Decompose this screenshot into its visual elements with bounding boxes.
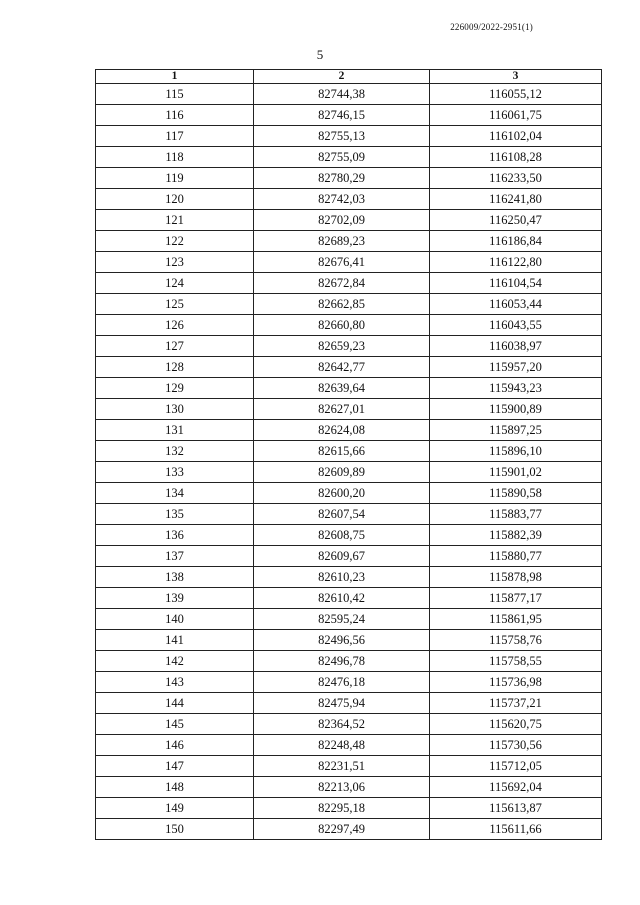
coordinate-x-cell: 82364,52: [254, 714, 430, 735]
table-row: [96, 630, 602, 651]
table-row: [96, 462, 602, 483]
coordinate-x-cell: 82595,24: [254, 609, 430, 630]
coordinate-x-cell: 82676,41: [254, 252, 430, 273]
coordinate-x-cell: 82610,42: [254, 588, 430, 609]
coordinate-x-cell: 82702,09: [254, 210, 430, 231]
point-number-cell: 115: [96, 84, 254, 105]
coordinate-y-cell: 115878,98: [430, 567, 602, 588]
coordinate-y-cell: 115883,77: [430, 504, 602, 525]
coordinate-y-cell: 116241,80: [430, 189, 602, 210]
table-row: [96, 798, 602, 819]
table-row: [96, 273, 602, 294]
coordinate-y-cell: 116104,54: [430, 273, 602, 294]
coordinate-x-cell: 82600,20: [254, 483, 430, 504]
coordinate-y-cell: 115880,77: [430, 546, 602, 567]
coordinate-x-cell: 82659,23: [254, 336, 430, 357]
point-number-cell: 124: [96, 273, 254, 294]
coordinate-x-cell: 82742,03: [254, 189, 430, 210]
point-number-cell: 144: [96, 693, 254, 714]
point-number-cell: 119: [96, 168, 254, 189]
coordinate-x-cell: 82609,89: [254, 462, 430, 483]
coordinate-x-cell: 82297,49: [254, 819, 430, 840]
point-number-cell: 140: [96, 609, 254, 630]
point-number-cell: 148: [96, 777, 254, 798]
point-number-cell: 120: [96, 189, 254, 210]
table-row: [96, 105, 602, 126]
point-number-cell: 134: [96, 483, 254, 504]
table-row: [96, 735, 602, 756]
point-number-cell: 149: [96, 798, 254, 819]
table-body: [96, 84, 602, 840]
point-number-cell: 137: [96, 546, 254, 567]
coordinate-y-cell: 115861,95: [430, 609, 602, 630]
table-row: [96, 315, 602, 336]
coordinate-x-cell: 82639,64: [254, 378, 430, 399]
coordinate-y-cell: 115877,17: [430, 588, 602, 609]
coordinate-y-cell: 115758,76: [430, 630, 602, 651]
coordinates-table: [95, 69, 602, 840]
coordinate-x-cell: 82608,75: [254, 525, 430, 546]
coordinate-x-cell: 82475,94: [254, 693, 430, 714]
coordinate-x-cell: 82607,54: [254, 504, 430, 525]
coordinate-x-cell: 82624,08: [254, 420, 430, 441]
header-row: [96, 70, 602, 84]
point-number-cell: 133: [96, 462, 254, 483]
coordinate-y-cell: 115900,89: [430, 399, 602, 420]
table-row: [96, 441, 602, 462]
point-number-cell: 129: [96, 378, 254, 399]
point-number-cell: 141: [96, 630, 254, 651]
table-row: [96, 189, 602, 210]
coordinate-x-cell: 82744,38: [254, 84, 430, 105]
coordinate-y-cell: 115712,05: [430, 756, 602, 777]
coordinate-y-cell: 115736,98: [430, 672, 602, 693]
coordinate-x-cell: 82615,66: [254, 441, 430, 462]
point-number-cell: 128: [96, 357, 254, 378]
coordinate-y-cell: 115957,20: [430, 357, 602, 378]
point-number-cell: 147: [96, 756, 254, 777]
table-row: [96, 525, 602, 546]
coordinate-y-cell: 115896,10: [430, 441, 602, 462]
coordinate-y-cell: 116038,97: [430, 336, 602, 357]
table-row: [96, 714, 602, 735]
page-number: 5: [316, 47, 324, 62]
coordinate-x-cell: 82642,77: [254, 357, 430, 378]
header-point-number: 1: [96, 70, 254, 84]
coordinate-y-cell: 115613,87: [430, 798, 602, 819]
table-row: [96, 546, 602, 567]
coordinate-y-cell: 116122,80: [430, 252, 602, 273]
table-row: [96, 378, 602, 399]
coordinate-x-cell: 82755,13: [254, 126, 430, 147]
point-number-cell: 116: [96, 105, 254, 126]
coordinate-y-cell: 116108,28: [430, 147, 602, 168]
coordinate-x-cell: 82248,48: [254, 735, 430, 756]
table-row: [96, 252, 602, 273]
coordinate-x-cell: 82496,78: [254, 651, 430, 672]
point-number-cell: 122: [96, 231, 254, 252]
coordinate-y-cell: 115943,23: [430, 378, 602, 399]
table-row: [96, 672, 602, 693]
table-row: [96, 777, 602, 798]
coordinate-y-cell: 116053,44: [430, 294, 602, 315]
coordinate-y-cell: 116233,50: [430, 168, 602, 189]
point-number-cell: 121: [96, 210, 254, 231]
table-row: [96, 819, 602, 840]
coordinate-x-cell: 82662,85: [254, 294, 430, 315]
table-row: [96, 420, 602, 441]
point-number-cell: 142: [96, 651, 254, 672]
point-number-cell: 126: [96, 315, 254, 336]
point-number-cell: 125: [96, 294, 254, 315]
coordinate-x-cell: 82689,23: [254, 231, 430, 252]
header-coordinate-y: 3: [430, 70, 602, 84]
point-number-cell: 117: [96, 126, 254, 147]
coordinate-y-cell: 115730,56: [430, 735, 602, 756]
table-row: [96, 84, 602, 105]
table-row: [96, 336, 602, 357]
coordinate-y-cell: 115897,25: [430, 420, 602, 441]
point-number-cell: 138: [96, 567, 254, 588]
point-number-cell: 118: [96, 147, 254, 168]
point-number-cell: 123: [96, 252, 254, 273]
table-row: [96, 357, 602, 378]
coordinate-x-cell: 82780,29: [254, 168, 430, 189]
coordinate-y-cell: 115758,55: [430, 651, 602, 672]
point-number-cell: 145: [96, 714, 254, 735]
coordinate-y-cell: 116250,47: [430, 210, 602, 231]
coordinate-x-cell: 82213,06: [254, 777, 430, 798]
point-number-cell: 130: [96, 399, 254, 420]
coordinate-x-cell: 82672,84: [254, 273, 430, 294]
coordinate-x-cell: 82627,01: [254, 399, 430, 420]
table-row: [96, 126, 602, 147]
coordinate-x-cell: 82660,80: [254, 315, 430, 336]
point-number-cell: 146: [96, 735, 254, 756]
coordinate-y-cell: 116186,84: [430, 231, 602, 252]
table-row: [96, 567, 602, 588]
table-row: [96, 504, 602, 525]
table-row: [96, 168, 602, 189]
coordinate-y-cell: 116061,75: [430, 105, 602, 126]
coordinate-x-cell: 82755,09: [254, 147, 430, 168]
point-number-cell: 131: [96, 420, 254, 441]
table-row: [96, 294, 602, 315]
coordinate-y-cell: 115692,04: [430, 777, 602, 798]
point-number-cell: 132: [96, 441, 254, 462]
coordinate-x-cell: 82476,18: [254, 672, 430, 693]
coordinate-x-cell: 82746,15: [254, 105, 430, 126]
point-number-cell: 127: [96, 336, 254, 357]
coordinate-x-cell: 82231,51: [254, 756, 430, 777]
document-id: 226009/2022-2951(1): [450, 22, 533, 32]
table-row: [96, 651, 602, 672]
point-number-cell: 136: [96, 525, 254, 546]
coordinate-y-cell: 115890,58: [430, 483, 602, 504]
coordinate-y-cell: 115901,02: [430, 462, 602, 483]
table-row: [96, 210, 602, 231]
table-row: [96, 609, 602, 630]
coordinate-y-cell: 115882,39: [430, 525, 602, 546]
coordinate-x-cell: 82295,18: [254, 798, 430, 819]
table-row: [96, 756, 602, 777]
coordinate-x-cell: 82609,67: [254, 546, 430, 567]
coordinate-y-cell: 115737,21: [430, 693, 602, 714]
table-row: [96, 693, 602, 714]
table-row: [96, 147, 602, 168]
table-row: [96, 231, 602, 252]
point-number-cell: 139: [96, 588, 254, 609]
coordinate-y-cell: 115620,75: [430, 714, 602, 735]
coordinate-x-cell: 82496,56: [254, 630, 430, 651]
header-coordinate-x: 2: [254, 70, 430, 84]
point-number-cell: 143: [96, 672, 254, 693]
table-row: [96, 588, 602, 609]
coordinate-y-cell: 116055,12: [430, 84, 602, 105]
coordinate-y-cell: 116043,55: [430, 315, 602, 336]
point-number-cell: 135: [96, 504, 254, 525]
coordinate-y-cell: 116102,04: [430, 126, 602, 147]
table-header: [96, 70, 602, 84]
coordinate-x-cell: 82610,23: [254, 567, 430, 588]
point-number-cell: 150: [96, 819, 254, 840]
table-row: [96, 483, 602, 504]
coordinate-y-cell: 115611,66: [430, 819, 602, 840]
table-row: [96, 399, 602, 420]
